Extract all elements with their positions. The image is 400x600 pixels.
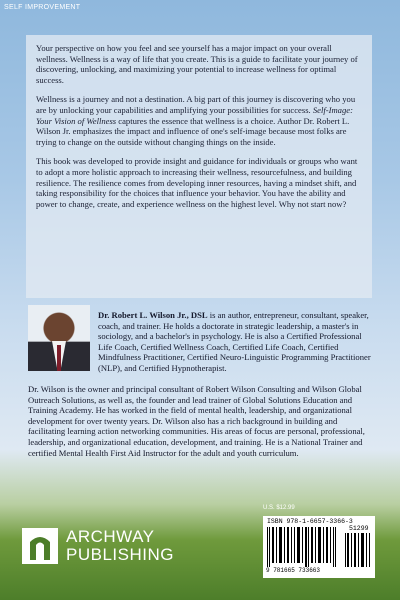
price-label: U.S. $12.99: [263, 505, 295, 511]
blurb-p2-after: captures the essence that wellness is a choice. Author Dr. Robert L. Wilson Jr. emphasizes the impact and influence of one's self-image because most folks are trying to change on the outside without changing things on the inside.: [36, 115, 350, 147]
category-label: SELF IMPROVEMENT: [4, 4, 81, 11]
photo-tie: [57, 345, 61, 371]
author-bio-1-text: is an author, entrepreneur, consultant, speaker, coach, and trainer. He holds a doctorate in strategic leadership, a master's in sociology, and a bachelor's in psychology. He is also a Certified Professional Life Coach, Certified Wellness Coach, Certified Life Coach, Certified Mindfulness Practitioner, Certified Neuro-Linguistic Programming Practitioner (NLP), and Certified Hypnotherapist.: [98, 310, 371, 373]
archway-logo-icon: [22, 528, 58, 564]
barcode-addon-text: 51299: [349, 525, 369, 532]
author-bio-paragraph-1: [98, 310, 373, 374]
isbn-text: ISBN 978-1-6657-3366-3: [267, 518, 353, 525]
book-title-inline: Self-Image: Your Vision of Wellness: [36, 104, 353, 126]
blurb-paragraph-3: This book was developed to provide insight and guidance for individuals or groups who want to adopt a more holistic approach to increasing their wellness, resourcefulness, and building resilience. The resilience comes from developing inner resources, having a mindset shift, and taking responsibility for the choices that influence your behavior. You have the ability and power to change, create, and experience wellness on the highest level. Why not start now?: [36, 156, 358, 209]
barcode-number: 9 781665 733663: [266, 567, 321, 574]
blurb-p2-before: Wellness is a journey and not a destination. A big part of this journey is discovering who you are by unlocking your capabilities and amplifying your possibilities for success.: [36, 94, 356, 115]
blurb-paragraph-1: Your perspective on how you feel and see yourself has a major impact on your overall wellness. Wellness is a way of life that you create. This is a guide to facilitate your journey of discovering, unlocking, and maximizing your potential to increase wellness for optimal success.: [36, 43, 358, 85]
blurb-panel: [26, 35, 372, 298]
barcode: [263, 516, 375, 578]
author-bio-paragraph-2: Dr. Wilson is the owner and principal consultant of Robert Wilson Consulting and Wilson Global Outreach Solutions, as well as, the founder and lead trainer of Global Solutions Education and Training Academy. He has worked in the field of mental health, leadership, and organizational development for over twenty years. Dr. Wilson also has a rich background in building and facilitating learning action networking communities. His areas of focus are personal, professional, leadership, and organizational education, development, and training. He is a National Trainer and certified Mental Health First Aid Instructor for the adult and youth curriculum.: [28, 384, 365, 458]
publisher-name-line-2: PUBLISHING: [66, 545, 174, 564]
barcode-bars: [267, 527, 371, 567]
author-name: Dr. Robert L. Wilson Jr., DSL: [98, 310, 208, 320]
publisher-logo: [22, 527, 192, 577]
publisher-name-line-1: ARCHWAY: [66, 527, 155, 546]
blurb-paragraph-2: [36, 94, 362, 147]
author-photo: [28, 305, 90, 371]
